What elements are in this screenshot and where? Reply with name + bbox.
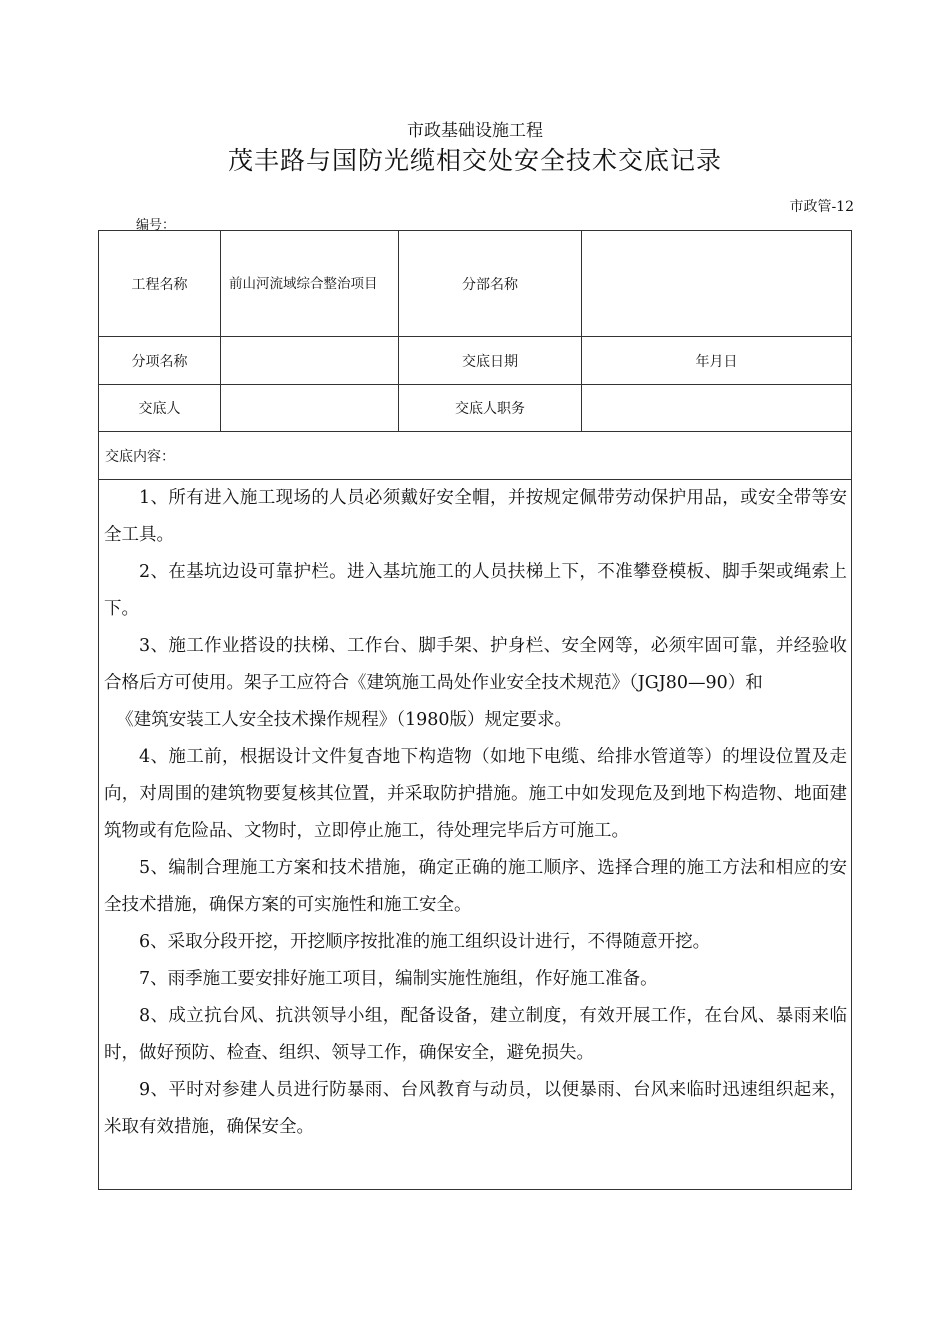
content-paragraph: 4、施工前，根据设计文件复杳地下构造物（如地下电缆、给排水管道等）的埋设位置及走向，对周围的建筑物要复核其位置，并采取防护措施。施工中如发现危及到地下构造物、地面建筑物或有危险品、文物时，立即停止施工，待处理完毕后方可施工。	[104, 747, 847, 841]
discloser-position-value	[581, 385, 851, 431]
content-paragraph: 《建筑安装工人安全技术操作规程》（1980版）规定要求。	[116, 710, 573, 730]
form-code: 市政管-12	[789, 199, 854, 215]
content-paragraph: 1、所有进入施工现场的人员必须戴好安全帽，并按规定佩带劳动保护用品，或安全带等安全工具。	[104, 488, 847, 545]
division-name-value	[581, 231, 851, 336]
content-paragraph: 7、雨季施工要安排好施工项目，编制实施性施组，作好施工准备。	[139, 969, 658, 989]
content-paragraph: 8、成立抗台风、抗洪领导小组，配备设备，建立制度，有效开展工作，在台风、暴雨来临时，做好预防、检查、组织、领导工作，确保安全，避免损失。	[104, 1006, 847, 1063]
disclosure-date-label: 交底日期	[398, 337, 581, 384]
project-name-label: 工程名称	[131, 276, 188, 293]
table-row-content-label	[99, 432, 851, 480]
table-row-project	[99, 231, 851, 337]
division-name-label: 分部名称	[398, 231, 581, 336]
table-row-discloser	[99, 385, 851, 432]
record-number-label: 编号：	[136, 218, 176, 233]
document-title: 茂丰路与国防光缆相交处安全技术交底记录	[227, 146, 722, 175]
content-paragraph: 6、采取分段开挖，开挖顺序按批准的施工组织设计进行，不得随意开挖。	[139, 932, 711, 952]
project-name-value: 前山河流域综合整治项目	[220, 231, 398, 336]
discloser-label: 交底人	[138, 401, 181, 417]
discloser-value	[220, 385, 398, 431]
content-paragraph: 9、平时对参建人员进行防暴雨、台风教育与动员，以便暴雨、台风来临时迅速组织起来，米取有效措施，确保安全。	[104, 1080, 847, 1137]
disclosure-date-value: 年月日	[581, 337, 851, 384]
disclosure-record-table	[98, 230, 852, 1190]
discloser-position-label: 交底人职务	[398, 385, 581, 431]
document-subtitle: 市政基础设施工程	[407, 121, 543, 141]
content-label: 交底内容：	[105, 448, 175, 465]
content-paragraph: 2、在基坑边设可靠护栏。进入基坑施工的人员扶梯上下，不准攀登模板、脚手架或绳索上下。	[104, 562, 847, 619]
item-name-label: 分项名称	[131, 353, 188, 370]
item-name-value	[220, 337, 398, 384]
content-paragraph: 5、编制合理施工方案和技术措施，确定正确的施工顺序、选择合理的施工方法和相应的安全技术措施，确保方案的可实施性和施工安全。	[104, 858, 847, 915]
disclosure-content	[99, 480, 851, 1189]
content-paragraph: 3、施工作业搭设的扶梯、工作台、脚手架、护身栏、安全网等，必须牢固可靠，并经验收合格后方可使用。架子工应符合《建筑施工咼处作业安全技术规范》（JGJ80—90）和	[104, 636, 847, 693]
table-row-item	[99, 337, 851, 385]
